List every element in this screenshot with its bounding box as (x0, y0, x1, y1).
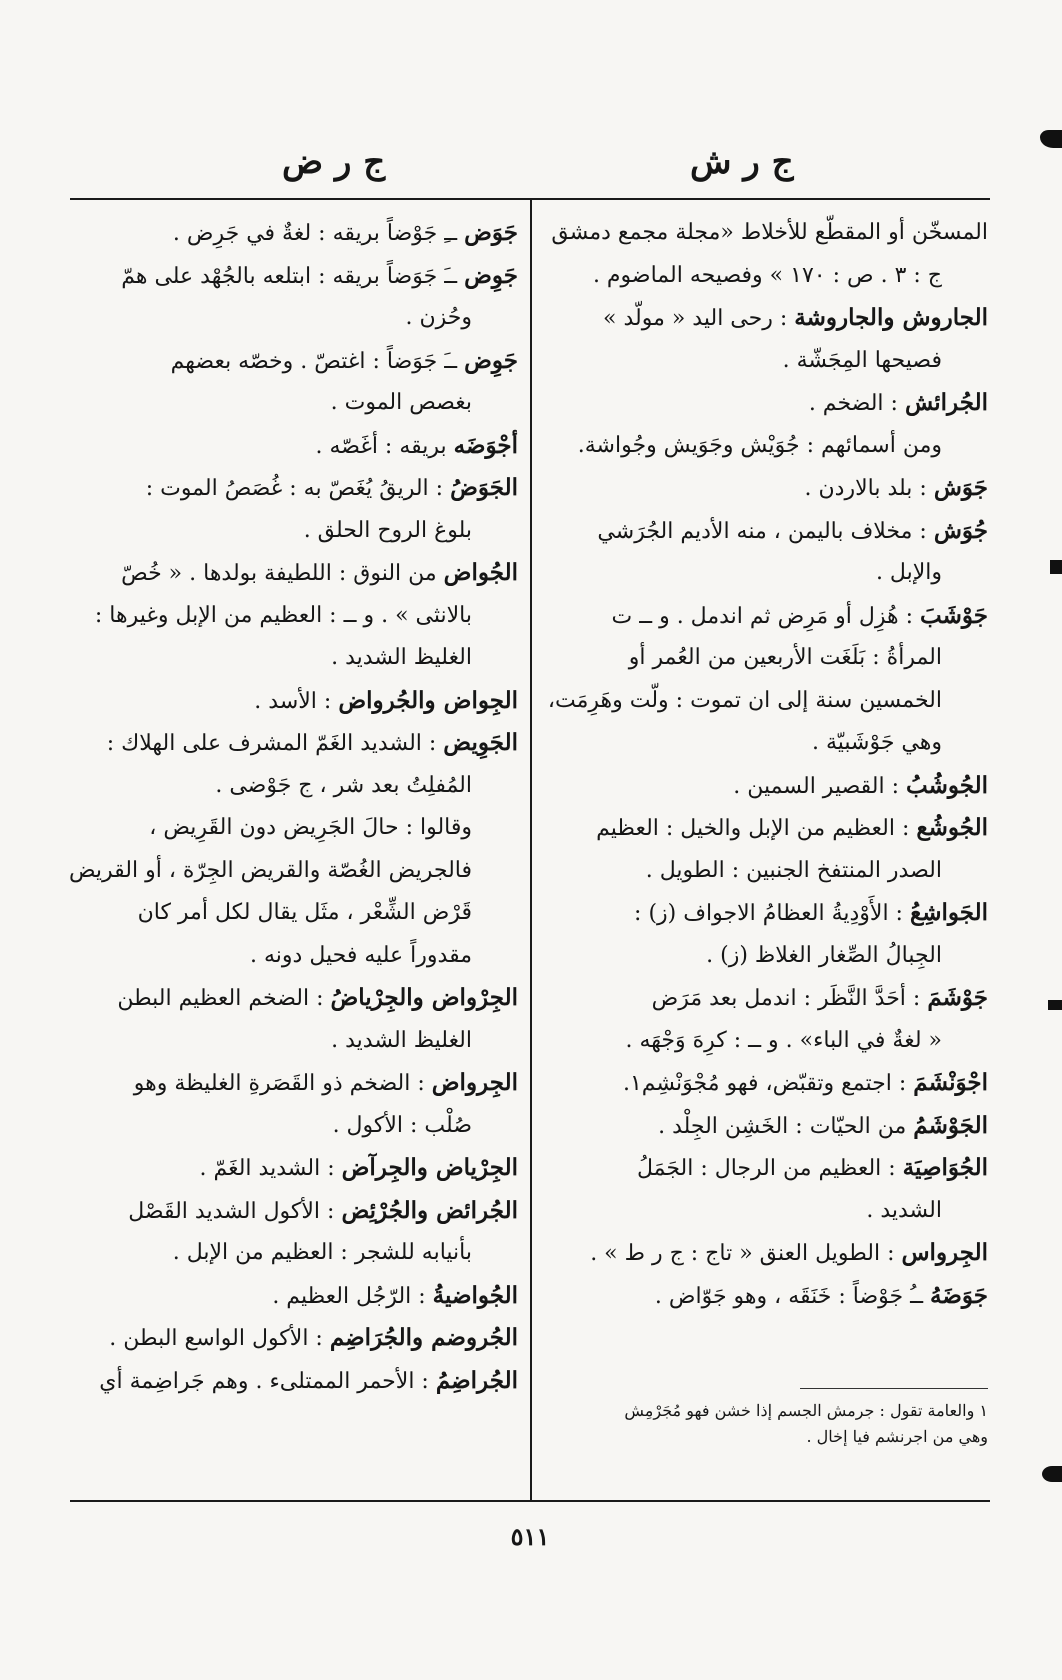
entry-line (86, 1232, 518, 1275)
definition-text: وحُزن . (405, 305, 472, 330)
entry-line (548, 212, 988, 255)
entry-line (548, 595, 988, 638)
entry-line (86, 595, 518, 638)
definition-text: : الشديد الغَمّ . (199, 1156, 342, 1181)
definition-text: : الضخم . (808, 391, 905, 416)
headword: الجِرْياض والجِرآض (341, 1154, 518, 1181)
headword: الجَوْشَمُ (913, 1111, 988, 1139)
running-header-root-left: ج ر ض (282, 142, 386, 182)
scan-edge-mark (1040, 130, 1062, 148)
definition-text: المرأةُ : بَلَغَت الأربعين من العُمر أو (628, 645, 942, 670)
entry-line (548, 1062, 988, 1105)
headword: الجِرواس (901, 1239, 988, 1266)
column-divider (530, 200, 532, 1500)
entry-line (548, 467, 988, 510)
entry-line (548, 977, 988, 1020)
entry-line (86, 552, 518, 595)
left-column (68, 212, 518, 1402)
headword: الجُوشُع (916, 814, 988, 841)
entry-line (548, 510, 988, 553)
definition-text: الخمسين سنة إلى ان تموت : ولّت وهَرِمَت، (547, 687, 942, 713)
definition-text: بريقه : أغَصّه . (315, 433, 454, 459)
entry-line (548, 1105, 988, 1148)
entry-line (86, 1147, 518, 1190)
headword: الجُواض (443, 559, 518, 586)
entry-line (86, 807, 518, 850)
definition-text: : أحَدَّ النَّظَر : اندمل بعد مَرَض (651, 986, 928, 1011)
right-column (548, 212, 988, 1317)
definition-text: ــِ جَوْضاً بريقه : لغةٌ في جَرِض . (172, 221, 465, 246)
entry-line (86, 977, 518, 1020)
headword: الجِواض والجُرواض (338, 686, 518, 714)
entry-line (548, 1020, 988, 1063)
headword: جَوِض (464, 261, 518, 289)
entry-line (548, 1190, 988, 1233)
footnote-separator (800, 1388, 988, 1389)
entry-line (86, 1317, 518, 1360)
headword: الجَواشِعُ (909, 899, 988, 926)
entry-line (548, 1147, 988, 1190)
footnote-line: وهي من اجرنشم فيا إخال . (806, 1427, 988, 1446)
headword: جَوْشَمَ (927, 984, 988, 1011)
definition-text: الجِبالُ الصِّغار الغلاظ (ز) . (706, 942, 942, 968)
entry-line (86, 297, 518, 340)
entry-line (548, 637, 988, 680)
headword: جَوْشَبَ (920, 601, 988, 629)
definition-text: قَرْض الشِّعْر ، مثَل يقال لكل أمر كان (137, 900, 472, 925)
headword: جَوَض (464, 219, 518, 246)
definition-text: والإبل . (875, 560, 942, 585)
definition-text: : الأكول الواسع البطن . (109, 1326, 330, 1351)
entry-line (548, 850, 988, 893)
headword: جُوَش (933, 516, 988, 544)
definition-text: : هُزِل أو مَرِض ثم اندمل . و ــ ت (611, 603, 921, 629)
definition-text: ومن أسمائهم : جُوَيْش وجَوَيش وجُواشة. (577, 432, 942, 458)
entry-line (548, 1232, 988, 1275)
entry-line (86, 382, 518, 425)
definition-text: : العظيم من الإبل والخيل : العظيم (596, 816, 917, 841)
scan-edge-mark (1048, 1000, 1062, 1010)
entry-line (548, 255, 988, 298)
definition-text: ــَ جَوَضاً : اغتصّ . وخصّه بعضهم (170, 348, 465, 374)
entry-line (548, 382, 988, 425)
definition-text: « لغةٌ في الباء» . و ــ : كرِهَ وَجْهَه . (625, 1027, 942, 1053)
entry-line (86, 425, 518, 468)
headword: الجَوِيض (443, 729, 518, 756)
entry-line (86, 1275, 518, 1318)
definition-text: الغليظ الشديد . (331, 1027, 472, 1053)
definition-text: مقدوراً عليه فحيل دونه . (250, 942, 472, 968)
entry-line (86, 722, 518, 765)
headword: الجُوَاصِيَة (902, 1154, 988, 1181)
definition-text: : بلد بالاردن . (804, 476, 934, 501)
definition-text: صُلْب : الأكول . (332, 1112, 472, 1138)
entry-line (86, 637, 518, 680)
entry-line (548, 425, 988, 468)
definition-text: : رحى اليد « مولّد » (603, 306, 795, 331)
entry-line (548, 765, 988, 808)
entry-line (86, 1020, 518, 1063)
running-header-root-right: ج ر ش (690, 142, 794, 182)
headword: الجُرائض والجُرْئِض (341, 1196, 518, 1224)
headword: جَوَضَهُ (930, 1281, 988, 1309)
definition-text: من النوق : اللطيفة بولدها . « خُصّ (121, 561, 444, 586)
headword: الجُرائش (904, 389, 988, 416)
entry-line (548, 892, 988, 935)
definition-text: من الحيّات : الخَشِن الجِلْد . (658, 1113, 914, 1139)
definition-text: : الرّجُل العظيم . (272, 1283, 433, 1309)
headword: أجْوَضَه (453, 431, 518, 459)
entry-line (548, 552, 988, 595)
definition-text: المسخّن أو المقطّع للأخلاط «مجلة مجمع دمشق (551, 220, 988, 245)
headword: جَوِض (464, 346, 518, 374)
definition-text: : الشديد الغَمّ المشرف على الهلاك : (106, 731, 444, 756)
entry-line (86, 892, 518, 935)
entry-line (86, 680, 518, 723)
definition-text: وقالوا : حالَ الجَرِيض دون القَرِيض ، (149, 815, 472, 840)
entry-line (548, 722, 988, 765)
headword: الجُواضيةُ (432, 1281, 518, 1309)
definition-text: : الطويل العنق « تاج : ج ر ط » . (590, 1241, 902, 1266)
entry-line (86, 467, 518, 510)
headword: الجِرواض (431, 1069, 518, 1096)
headword: اجْوَنْشَمَ (913, 1069, 988, 1096)
definition-text: الصدر المنتفخ الجنبين : الطويل . (645, 857, 942, 883)
entry-line (548, 1275, 988, 1318)
definition-text: بغصص الموت . (330, 390, 472, 415)
entry-line (86, 1190, 518, 1233)
entry-line (548, 680, 988, 723)
definition-text: : الريقُ يُغَصّ به : غُصَصُ الموت : (145, 476, 451, 501)
entry-line (86, 1062, 518, 1105)
headword: الجُوشُبُ (906, 771, 988, 799)
headword: الجِرْواض والجِرْياضُ (330, 984, 518, 1011)
definition-text: بالانثى » . و ــ : العظيم من الإبل وغيرها : (94, 602, 472, 628)
definition-text: : الأكول الشديد القَصْل (128, 1198, 342, 1224)
definition-text: : مخلاف باليمن ، منه الأديم الجُرَشي (597, 518, 934, 544)
definition-text: فالجريض الغُصّة والقريض الجِرّة ، أو القريض (68, 857, 472, 883)
footnote-line: ١ والعامة تقول : جرمش الجسم إذا خشن فهو مُجَرْمِش (624, 1401, 988, 1420)
definition-text: : العظيم من الرجال : الجَمَلُ (636, 1156, 903, 1181)
definition-text: : الضخم ذو القَصَرةِ الغليظة وهو (133, 1071, 432, 1096)
entry-line (86, 1360, 518, 1403)
definition-text: : الأحمر الممتلىء . وهم جَراضِمة أي (99, 1368, 436, 1394)
headword: الجَوَضُ (450, 474, 518, 501)
definition-text: : الأَوْدِيةُ العظامُ الاجواف (ز) : (634, 901, 910, 926)
definition-text: وهي جَوْشَبيّة . (811, 730, 942, 755)
definition-text: المُفلِتُ بعد شر ، ج جَوْضى . (215, 772, 472, 798)
entry-line (86, 340, 518, 383)
definition-text: الشديد . (866, 1197, 942, 1223)
entry-line (68, 850, 518, 893)
definition-text: ــُ جَوْضاً : خَنَقَه ، وهو جَوّاض . (654, 1283, 931, 1309)
footer-rule (70, 1500, 990, 1502)
definition-text: : الضخم العظيم البطن (117, 986, 331, 1011)
definition-text: الغليظ الشديد . (331, 645, 472, 670)
definition-text: ــَ جَوَضاً بريقه : ابتلعه بالجُهْد على همّ (121, 263, 465, 289)
entry-line (548, 297, 988, 340)
scan-edge-mark (1042, 1466, 1062, 1482)
definition-text: : الأسد . (254, 688, 339, 714)
scan-edge-mark (1050, 560, 1062, 574)
entry-line (548, 807, 988, 850)
entry-line (86, 765, 518, 808)
headword: الجاروش والجاروشة (794, 304, 988, 331)
headword: الجُراضِمُ (435, 1366, 518, 1394)
headword: الجُروضم والجُرَاضِم (329, 1324, 518, 1351)
entry-line (86, 510, 518, 553)
definition-text: بأنيابه للشجر : العظيم من الإبل . (172, 1240, 472, 1265)
headword: جَوَش (933, 474, 988, 501)
entry-line (548, 935, 988, 978)
definition-text: : القصير السمين . (733, 773, 907, 799)
entry-line (86, 255, 518, 298)
page-number: ٥١١ (510, 1522, 550, 1551)
entry-line (86, 935, 518, 978)
definition-text: : اجتمع وتقبّض، فهو مُجْوَنْشِم١. (622, 1071, 914, 1096)
definition-text: فصيحها المِجَشّة . (782, 347, 942, 373)
entry-line (86, 1105, 518, 1148)
footnote (548, 1398, 988, 1450)
definition-text: بلوغ الروح الحلق . (303, 517, 472, 543)
entry-line (86, 212, 518, 255)
entry-line (548, 340, 988, 383)
definition-text: ج : ٣ . ص : ١٧٠ » وفصيحه الماضوم . (592, 262, 942, 288)
